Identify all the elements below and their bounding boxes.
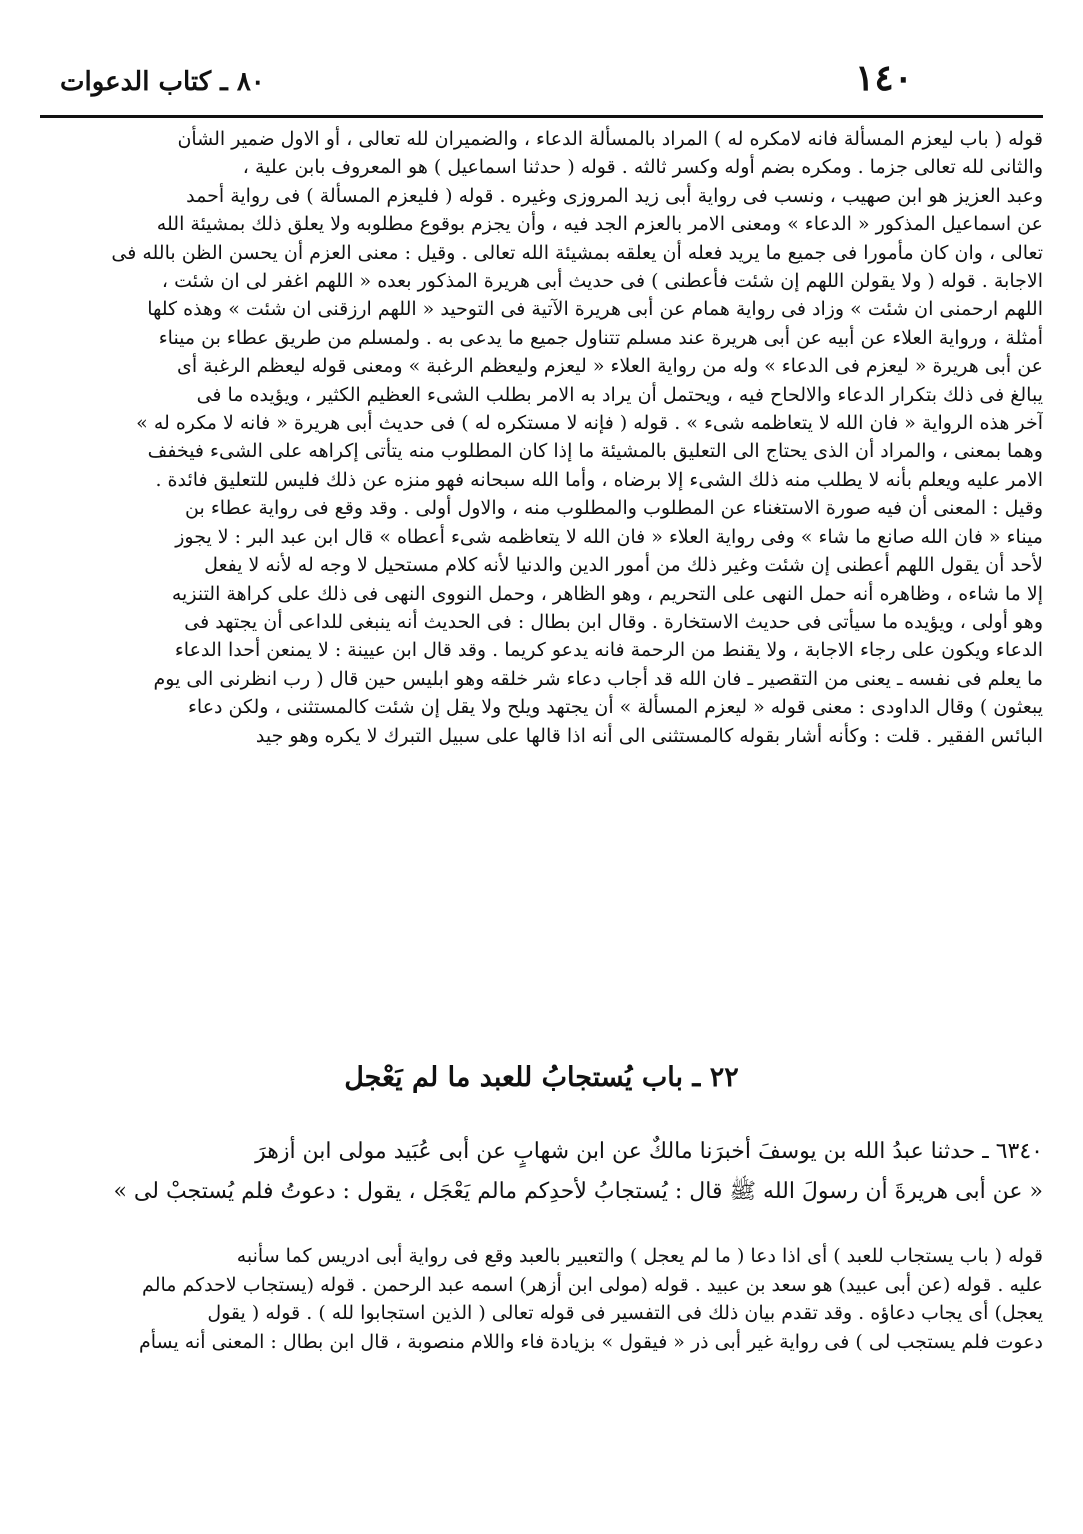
chapter-title: ٨٠ ـ كتاب الدعوات [60,67,265,97]
commentary-line: البائس الفقير . قلت : وكأنه أشار بقوله كالمستثنى الى أنه اذا قالها على سبيل التبرك لا يكره وهو جيد [255,724,1043,747]
commentary-line: قوله ( باب يستجاب للعبد ) أى اذا دعا ( ما لم يعجل ) والتعبير بالعبد وقع فى رواية أبى ادريس كما سأنبه [236,1245,1043,1267]
commentary-line: والثانى لله تعالى جزما . ومكره بضم أوله وكسر ثالثه . قوله ( حدثنا اسماعيل ) هو المعروف بابن علية ، [242,156,1043,179]
commentary-line: يبعثون ) وقال الداودى : معنى قوله « ليعزم المسألة » أن يجتهد ويلح ولا يقل إن شئت كالمستثنى ، ولكن دعاء [187,696,1043,719]
commentary-line: ميناء « فان الله صانع ما شاء » وفى رواية العلاء « فان الله لا يتعاظمه شىء أعطاه » قال ابن عبد البر : لا يجوز [175,525,1043,548]
commentary-line: وعبد العزيز هو ابن صهيب ، ونسب فى رواية أبى زيد المروزى وغيره . قوله ( فليعزم المسألة ) فى رواية أحمد [186,184,1043,207]
commentary-line: عن اسماعيل المذكور « الدعاء » ومعنى الامر بالعزم الجد فيه ، وأن يجزم بوقوع مطلوبه ولا يعلق ذلك بمشيئة الله [156,213,1043,236]
commentary-line: آخر هذه الرواية « فان الله لا يتعاظمه شىء » . قوله ( فإنه لا مستكره له ) فى حديث أبى هريرة « فانه لا مكره له » [136,412,1043,435]
commentary-line: الدعاء ويكون على رجاء الاجابة ، ولا يقنط من الرحمة فانه يدعو كريما . وقد قال ابن عيينة : لا يمنعن أحدا الدعاء [174,639,1043,662]
bab-label: ـ باب [641,1062,701,1093]
commentary-line: عن أبى هريرة « ليعزم فى الدعاء » وله من رواية العلاء « ليعزم وليعظم الرغبة » ومعنى قوله ليعظم الرغبة أى [177,355,1043,378]
commentary-block [40,125,1043,750]
commentary-block-2 [40,1242,1043,1356]
commentary-line: قوله ( باب ليعزم المسألة فانه لامكره له ) المراد بالمسألة الدعاء ، والضميران لله تعالى ، أو الاول ضمير الشأن [177,128,1043,150]
commentary-line: وقيل : المعنى أن فيه صورة الاستغناء عن المطلوب والمطلوب منه ، والاول أولى . وقد وقع فى رواية عطاء بن [185,497,1043,520]
commentary-line: أمثلة ، ورواية العلاء عن أبيه عن أبى هريرة عند مسلم تتناول جميع ما يدعى به . ولمسلم من طريق عطاء بن ميناء [158,326,1043,349]
hadith-line: ٦٣٤٠ ـ حدثنا عبدُ الله بن يوسفَ أخبرَنا مالكٌ عن ابن شهابٍ عن أبى عُبَيد مولى ابن أزهرَ [255,1139,1043,1164]
commentary-line: وهو أولى ، ويؤيده ما سيأتى فى حديث الاستخارة . وقال ابن بطال : فى الحديث أنه ينبغى للداعى أن يجتهد فى [184,610,1043,633]
commentary-line: دعوت فلم يستجب لى ) فى رواية غير أبى ذر « فيقول » بزيادة فاء واللام منصوبة ، قال ابن بطال : المعنى أنه يسأم [138,1330,1043,1353]
commentary-line: يبالغ فى ذلك بتكرار الدعاء والالحاح فيه ، ويحتمل أن يراد به الامر بطلب الشىء العظيم الكثير ، ويؤيده ما فى [196,383,1043,406]
commentary-line: اللهم ارحمنى ان شئت » وزاد فى رواية همام عن أبى هريرة الآتية فى التوحيد « اللهم ارزقنى ان شئت » وهذه كلها [147,298,1043,321]
bab-number: ٢٢ [709,1062,739,1093]
page-number: ١٤٠ [854,57,913,99]
page-header [40,55,1043,118]
bab-heading [0,1062,1083,1093]
commentary-line: إلا ما شاءه ، وظاهره أنه حمل النهى على التحريم ، وهو الظاهر ، وحمل النووى النهى فى ذلك على كراهة التنزيه [171,582,1043,605]
commentary-line: عليه . قوله (عن أبى عبيد) هو سعد بن عبيد . قوله (مولى ابن أزهر) اسمه عبد الرحمن . قوله (يستجاب لاحدكم مالم [142,1273,1043,1296]
commentary-line: لأحد أن يقول اللهم أعطنى إن شئت وغير ذلك من أمور الدين والدنيا لأنه كلام مستحيل لا وجه له لأنه لا يفعل [204,554,1043,577]
commentary-line: ما يعلم فى نفسه ـ يعنى من التقصير ـ فان الله قد أجاب دعاء شر خلقه وهو ابليس حين قال ( رب انظرنى الى يوم [153,667,1043,690]
commentary-line: يعجل) أى يجاب دعاؤه . وقد تقدم بيان ذلك فى التفسير فى قوله تعالى ( الذين استجابوا لله ) . قوله ( يقول [207,1302,1043,1324]
commentary-line: تعالى ، وان كان مأمورا فى جميع ما يريد فعله أن يعلقه بمشيئة الله تعالى . وقيل : معنى العزم أن يحسن الظن بالله فى [111,241,1043,264]
commentary-line: وهما بمعنى ، والمراد أن الذى يحتاج الى التعليق بالمشيئة ما إذا كان المطلوب منه يتأتى إكراهه على الشىء فيخفف [147,440,1043,463]
hadith-line: « عن أبى هريرةَ أن رسولَ الله ﷺ قال : يُستجابُ لأحدِكم مالم يَعْجَل ، يقول : دعوتُ فلم يُستجبْ لى » [113,1179,1043,1204]
commentary-line: الاجابة . قوله ( ولا يقولن اللهم إن شئت فأعطنى ) فى حديث أبى هريرة المذكور بعده « اللهم اغفر لى ان شئت ، [161,270,1043,293]
bab-title: يُستجابُ للعبد ما لم يَعْجل [344,1062,633,1093]
hadith-text [40,1132,1043,1212]
commentary-line: الامر عليه ويعلم بأنه لا يطلب منه ذلك الشىء إلا برضاه ، وأما الله سبحانه فهو منزه عن ذلك فليس للتعليق فائدة . [155,468,1043,491]
